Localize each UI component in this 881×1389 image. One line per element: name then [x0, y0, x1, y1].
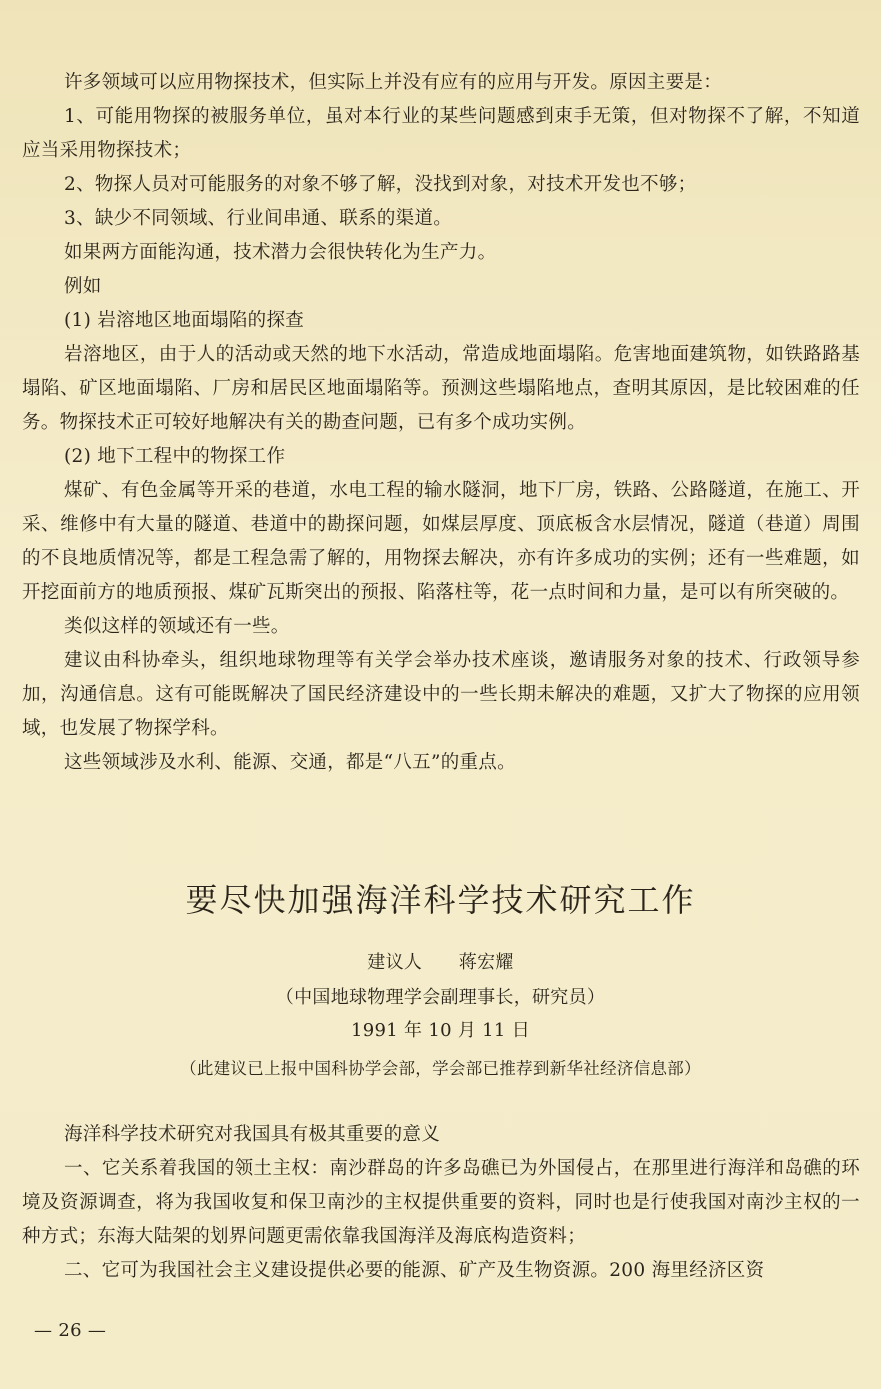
paragraph: 这些领域涉及水利、能源、交通，都是“八五”的重点。: [64, 752, 516, 773]
article-date: 1991 年 10 月 11 日: [350, 1020, 531, 1041]
paragraph: 二、它可为我国社会主义建设提供必要的能源、矿产及生物资源。200 海里经济区资: [64, 1260, 765, 1281]
section-article-body: [22, 1118, 860, 1288]
article-note: （此建议已上报中国科协学会部，学会部已推荐到新华社经济信息部）: [180, 1059, 701, 1078]
paragraph: 许多领域可以应用物探技术，但实际上并没有应有的应用与开发。原因主要是：: [64, 72, 723, 93]
paragraph: 如果两方面能沟通，技术潜力会很快转化为生产力。: [64, 242, 497, 263]
paragraph: 一、它关系着我国的领土主权：南沙群岛的许多岛礁已为外国侵占，在那里进行海洋和岛礁的环境及资源调查，将为我国收复和保卫南沙的主权提供重要的资料，同时也是行使我国对南沙主权的一种方式；东海大陆架的划界问题更需依靠我国海洋及海底构造资料；: [22, 1158, 860, 1247]
paragraph: 3、缺少不同领域、行业间串通、联系的渠道。: [64, 208, 453, 229]
paragraph: 1、可能用物探的被服务单位，虽对本行业的某些问题感到束手无策，但对物探不了解，不知道应当采用物探技术；: [22, 106, 860, 161]
paragraph: 海洋科学技术研究对我国具有极其重要的意义: [64, 1124, 441, 1145]
paragraph: 建议由科协牵头，组织地球物理等有关学会举办技术座谈，邀请服务对象的技术、行政领导参加，沟通信息。这有可能既解决了国民经济建设中的一些长期未解决的难题，又扩大了物探的应用领域，也发展了物探学科。: [22, 650, 860, 739]
section-previous-article: [22, 66, 860, 780]
paragraph: 煤矿、有色金属等开采的巷道，水电工程的输水隧洞，地下厂房，铁路、公路隧道，在施工、开采、维修中有大量的隧道、巷道中的勘探问题，如煤层厚度、顶底板含水层情况，隧道（巷道）周围的不良地质情况等，都是工程急需了解的，用物探去解决，亦有许多成功的实例；还有一些难题，如开挖面前方的地质预报、煤矿瓦斯突出的预报、陷落柱等，花一点时间和力量，是可以有所突破的。: [22, 480, 860, 603]
paragraph: 类似这样的领域还有一些。: [64, 616, 290, 637]
article-title: 要尽快加强海洋科学技术研究工作: [185, 881, 696, 919]
author-affiliation: （中国地球物理学会副理事长，研究员）: [275, 987, 606, 1008]
page-number: — 26 —: [34, 1320, 107, 1341]
author-line: 建议人 蒋宏耀: [367, 952, 514, 973]
paragraph: 2、物探人员对可能服务的对象不够了解，没找到对象，对技术开发也不够；: [64, 174, 697, 195]
subheading: (2) 地下工程中的物探工作: [64, 446, 286, 467]
paragraph: 岩溶地区，由于人的活动或天然的地下水活动，常造成地面塌陷。危害地面建筑物，如铁路路基塌陷、矿区地面塌陷、厂房和居民区地面塌陷等。预测这些塌陷地点，查明其原因，是比较困难的任务。物探技术正可较好地解决有关的勘查问题，已有多个成功实例。: [22, 344, 860, 433]
paragraph: 例如: [64, 276, 102, 297]
subheading: (1) 岩溶地区地面塌陷的探查: [64, 310, 305, 331]
